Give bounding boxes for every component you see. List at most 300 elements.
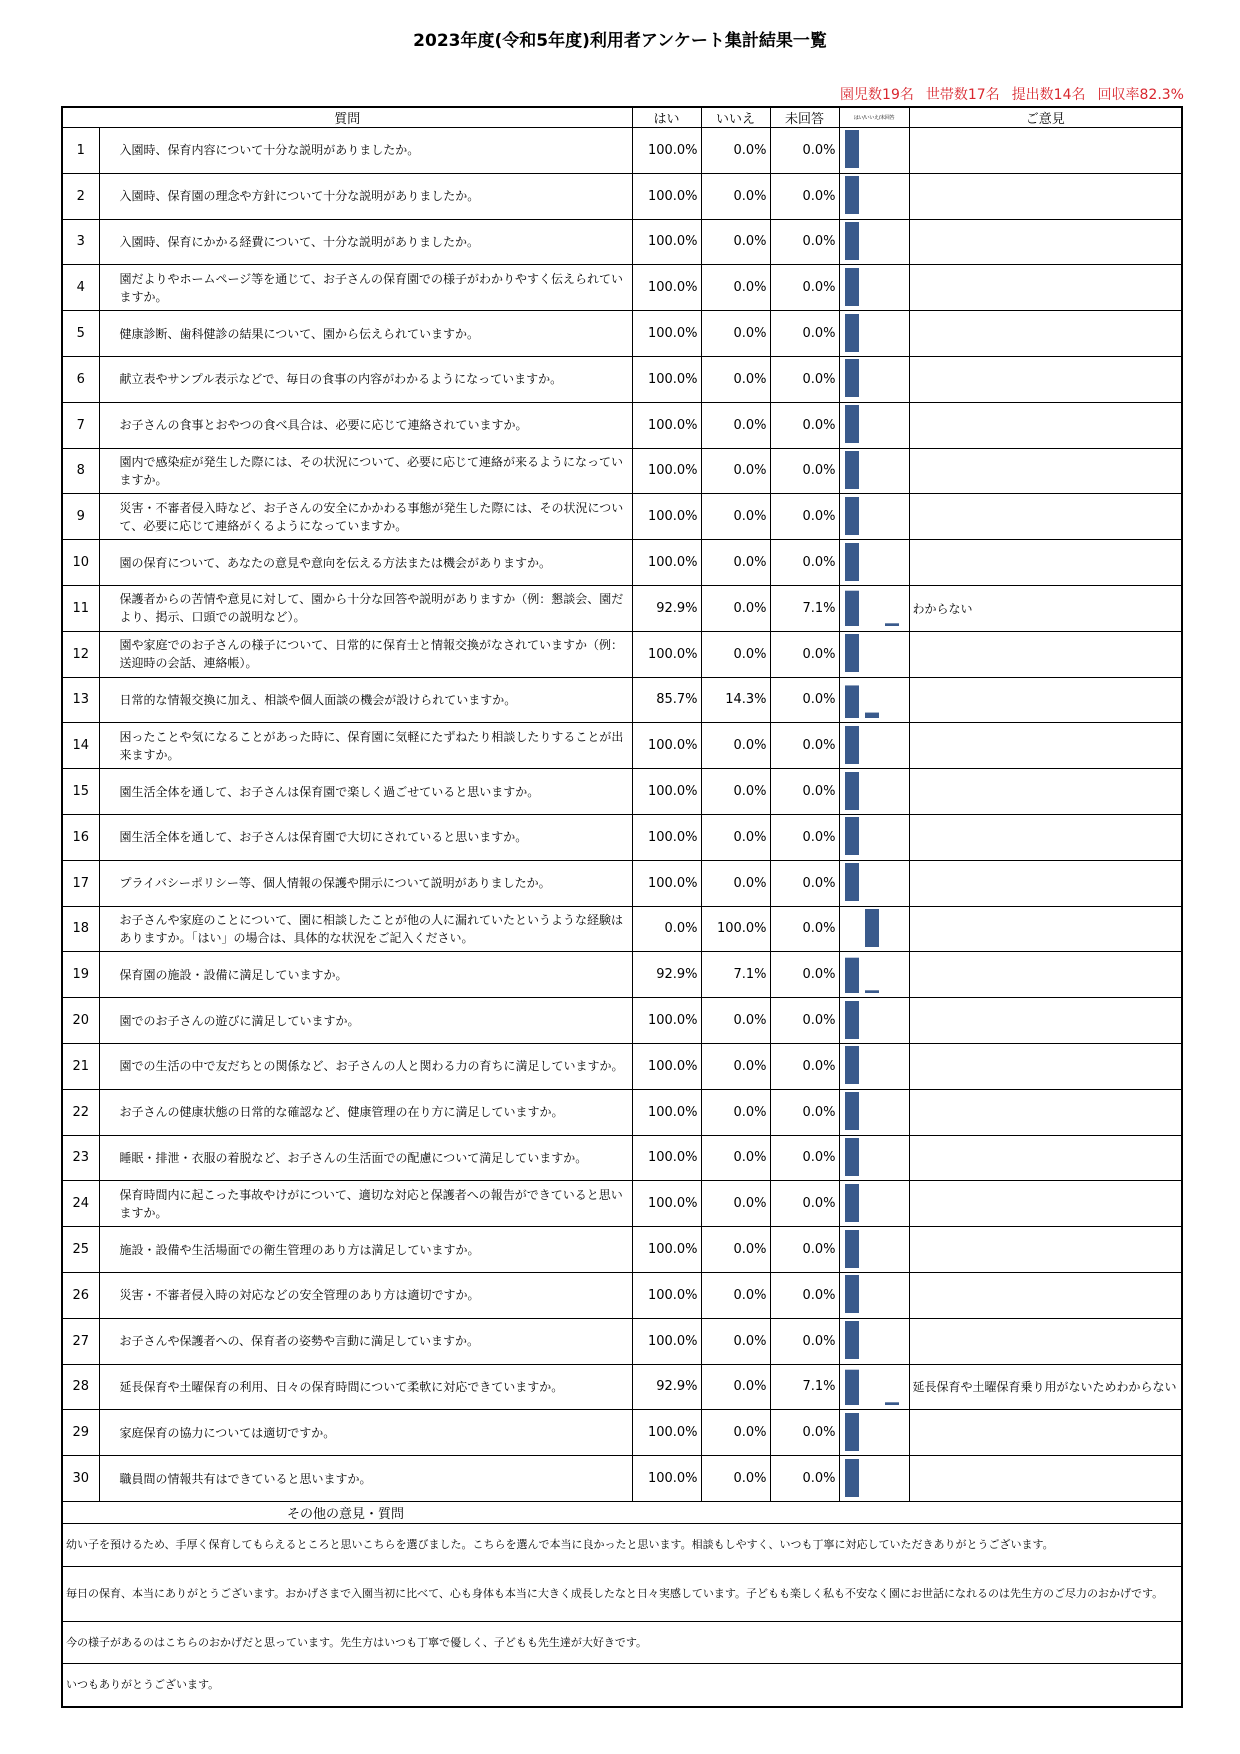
response-bar-chart (839, 494, 909, 540)
unanswered-percent: 7.1% (770, 585, 839, 631)
question-row (62, 1364, 1182, 1410)
question-number: 17 (62, 860, 99, 906)
comment-text: 毎日の保育、本当にありがとうございます。おかげさまで入園当初に比べて、心も身体も本当に大きく成長したなと日々実感しています。子どもも楽しく私も不安なく園にお世話になれるのは先生方のご尽力のおかげです。 (62, 1566, 1182, 1621)
header-no: いいえ (701, 107, 770, 128)
response-bar-svg (840, 907, 910, 951)
response-bar-svg (840, 953, 910, 997)
yes-percent: 85.7% (632, 677, 701, 723)
question-number: 5 (62, 311, 99, 357)
no-percent: 0.0% (701, 1043, 770, 1089)
response-bar-chart (839, 860, 909, 906)
yes-bar (845, 1092, 859, 1130)
question-text: 入園時、保育内容について十分な説明がありましたか。 (99, 128, 632, 174)
response-bar-chart (839, 814, 909, 860)
question-number: 16 (62, 814, 99, 860)
opinion-cell (909, 723, 1182, 769)
question-number: 22 (62, 1089, 99, 1135)
question-row (62, 1318, 1182, 1364)
response-bar-chart (839, 311, 909, 357)
no-percent: 0.0% (701, 173, 770, 219)
response-bar-svg (840, 999, 910, 1043)
yes-bar (845, 1001, 859, 1039)
question-number: 10 (62, 540, 99, 586)
question-row (62, 1181, 1182, 1227)
question-text: 日常的な情報交換に加え、相談や個人面談の機会が設けられていますか。 (99, 677, 632, 723)
response-bar-svg (840, 541, 910, 585)
question-text: 入園時、保育にかかる経費について、十分な説明がありましたか。 (99, 219, 632, 265)
yes-percent: 92.9% (632, 1364, 701, 1410)
response-bar-svg (840, 1044, 910, 1088)
yes-bar (845, 726, 859, 764)
opinion-cell (909, 906, 1182, 952)
response-bar-chart (839, 1410, 909, 1456)
question-number: 18 (62, 906, 99, 952)
unanswered-percent: 0.0% (770, 1135, 839, 1181)
question-text: 園内で感染症が発生した際には、その状況について、必要に応じて連絡が来るようになっていますか。 (99, 448, 632, 494)
opinion-cell (909, 998, 1182, 1044)
response-bar-chart (839, 677, 909, 723)
yes-percent: 100.0% (632, 998, 701, 1044)
question-number: 23 (62, 1135, 99, 1181)
question-row (62, 311, 1182, 357)
yes-bar (845, 405, 859, 443)
header-graph: はい/いいえ/未回答 (839, 107, 909, 128)
question-number: 20 (62, 998, 99, 1044)
question-text: 健康診断、歯科健診の結果について、園から伝えられていますか。 (99, 311, 632, 357)
stat-children: 園児数19名 (840, 87, 914, 103)
unanswered-percent: 0.0% (770, 1227, 839, 1273)
no-percent: 0.0% (701, 1181, 770, 1227)
question-text: 園での生活の中で友だちとの関係など、お子さんの人と関わる力の育ちに満足していますか。 (99, 1043, 632, 1089)
opinion-cell (909, 677, 1182, 723)
question-number: 21 (62, 1043, 99, 1089)
question-row (62, 540, 1182, 586)
response-bar-svg (840, 403, 910, 447)
yes-percent: 100.0% (632, 128, 701, 174)
question-text: 睡眠・排泄・衣服の着脱など、お子さんの生活面での配慮について満足していますか。 (99, 1135, 632, 1181)
response-bar-chart (839, 1135, 909, 1181)
unanswered-percent: 7.1% (770, 1364, 839, 1410)
question-text: 園だよりやホームページ等を通じて、お子さんの保育園での様子がわかりやすく伝えられていますか。 (99, 265, 632, 311)
opinion-cell: わからない (909, 585, 1182, 631)
response-bar-chart (839, 219, 909, 265)
opinion-cell (909, 219, 1182, 265)
comment-row (62, 1566, 1182, 1621)
yes-percent: 100.0% (632, 1227, 701, 1273)
yes-percent: 100.0% (632, 860, 701, 906)
response-bar-svg (840, 495, 910, 539)
question-number: 11 (62, 585, 99, 631)
response-bar-chart (839, 540, 909, 586)
response-bar-chart (839, 723, 909, 769)
response-bar-svg (840, 266, 910, 310)
no-percent: 0.0% (701, 1272, 770, 1318)
question-text: お子さんや保護者への、保育者の姿勢や言動に満足していますか。 (99, 1318, 632, 1364)
question-number: 14 (62, 723, 99, 769)
header-yes: はい (632, 107, 701, 128)
comment-row (62, 1663, 1182, 1707)
comment-row (62, 1523, 1182, 1566)
yes-percent: 100.0% (632, 356, 701, 402)
yes-percent: 100.0% (632, 402, 701, 448)
question-number: 7 (62, 402, 99, 448)
yes-bar (845, 451, 859, 489)
yes-bar (845, 1321, 859, 1359)
header-row (62, 107, 1182, 128)
response-bar-chart (839, 1089, 909, 1135)
yes-bar (845, 863, 859, 901)
question-row (62, 998, 1182, 1044)
no-percent: 0.0% (701, 1227, 770, 1273)
no-percent: 0.0% (701, 1364, 770, 1410)
yes-bar (845, 543, 859, 581)
question-text: 園生活全体を通して、お子さんは保育園で大切にされていると思いますか。 (99, 814, 632, 860)
yes-percent: 100.0% (632, 1043, 701, 1089)
yes-bar (845, 314, 859, 352)
question-row (62, 860, 1182, 906)
question-row (62, 219, 1182, 265)
question-row (62, 448, 1182, 494)
opinion-cell (909, 1135, 1182, 1181)
opinion-cell (909, 1410, 1182, 1456)
response-bar-svg (840, 770, 910, 814)
opinion-cell (909, 1272, 1182, 1318)
no-percent: 0.0% (701, 860, 770, 906)
opinion-cell (909, 1043, 1182, 1089)
response-bar-chart (839, 1272, 909, 1318)
stat-households: 世帯数17名 (925, 87, 1000, 103)
response-bar-svg (840, 1136, 910, 1180)
yes-bar (845, 1413, 859, 1451)
yes-bar (845, 359, 859, 397)
yes-percent: 100.0% (632, 723, 701, 769)
question-row (62, 173, 1182, 219)
opinion-cell: 延長保育や土曜保育乗り用がないためわからない (909, 1364, 1182, 1410)
header-none: 未回答 (770, 107, 839, 128)
question-text: 職員間の情報共有はできていると思いますか。 (99, 1456, 632, 1502)
yes-bar (845, 591, 859, 626)
no-percent: 0.0% (701, 1089, 770, 1135)
unanswered-percent: 0.0% (770, 128, 839, 174)
question-rows (62, 128, 1182, 1502)
no-percent: 0.0% (701, 1135, 770, 1181)
unanswered-bar (885, 624, 899, 627)
question-text: 延長保育や土曜保育の利用、日々の保育時間について柔軟に対応できていますか。 (99, 1364, 632, 1410)
no-percent: 0.0% (701, 1456, 770, 1502)
no-percent: 0.0% (701, 998, 770, 1044)
question-number: 6 (62, 356, 99, 402)
yes-bar (845, 634, 859, 672)
question-row (62, 1089, 1182, 1135)
question-number: 8 (62, 448, 99, 494)
yes-percent: 0.0% (632, 906, 701, 952)
response-stats (828, 84, 1184, 104)
unanswered-bar (885, 1402, 899, 1405)
yes-percent: 100.0% (632, 1410, 701, 1456)
question-row (62, 723, 1182, 769)
question-text: 保護者からの苦情や意見に対して、園から十分な回答や説明がありますか（例：懇談会、園だより、掲示、口頭での説明など）。 (99, 585, 632, 631)
unanswered-percent: 0.0% (770, 998, 839, 1044)
response-bar-svg (840, 861, 910, 905)
response-bar-svg (840, 128, 910, 172)
response-bar-svg (840, 1457, 910, 1501)
question-text: 園生活全体を通して、お子さんは保育園で楽しく過ごせていると思いますか。 (99, 769, 632, 815)
response-bar-chart (839, 631, 909, 677)
response-bar-svg (840, 1365, 910, 1409)
stat-rate: 回収率82.3% (1097, 87, 1184, 103)
question-row (62, 1043, 1182, 1089)
response-bar-chart (839, 402, 909, 448)
unanswered-percent: 0.0% (770, 494, 839, 540)
yes-bar (845, 957, 859, 992)
question-number: 24 (62, 1181, 99, 1227)
unanswered-percent: 0.0% (770, 448, 839, 494)
opinion-cell (909, 494, 1182, 540)
opinion-cell (909, 448, 1182, 494)
no-percent: 0.0% (701, 448, 770, 494)
survey-sheet (61, 106, 1181, 1708)
response-bar-chart (839, 128, 909, 174)
yes-percent: 100.0% (632, 265, 701, 311)
no-bar (865, 713, 879, 718)
comment-rows (62, 1523, 1182, 1707)
unanswered-percent: 0.0% (770, 631, 839, 677)
response-bar-svg (840, 1228, 910, 1272)
response-bar-chart (839, 1181, 909, 1227)
question-row (62, 1227, 1182, 1273)
question-row (62, 769, 1182, 815)
response-bar-svg (840, 586, 910, 630)
no-percent: 14.3% (701, 677, 770, 723)
yes-bar (845, 1138, 859, 1176)
no-percent: 0.0% (701, 128, 770, 174)
response-bar-chart (839, 1364, 909, 1410)
response-bar-svg (840, 449, 910, 493)
unanswered-percent: 0.0% (770, 540, 839, 586)
yes-bar (845, 1459, 859, 1497)
response-bar-chart (839, 998, 909, 1044)
yes-percent: 100.0% (632, 311, 701, 357)
question-number: 26 (62, 1272, 99, 1318)
response-bar-svg (840, 632, 910, 676)
yes-percent: 100.0% (632, 448, 701, 494)
opinion-cell (909, 952, 1182, 998)
unanswered-percent: 0.0% (770, 860, 839, 906)
question-number: 30 (62, 1456, 99, 1502)
yes-percent: 100.0% (632, 1135, 701, 1181)
opinion-cell (909, 128, 1182, 174)
response-bar-svg (840, 1411, 910, 1455)
unanswered-percent: 0.0% (770, 356, 839, 402)
unanswered-percent: 0.0% (770, 814, 839, 860)
question-row (62, 128, 1182, 174)
no-percent: 0.0% (701, 311, 770, 357)
response-bar-svg (840, 1182, 910, 1226)
comment-row (62, 1621, 1182, 1663)
comment-text: 幼い子を預けるため、手厚く保育してもらえるところと思いこちらを選びました。こちらを選んで本当に良かったと思います。相談もしやすく、いつも丁寧に対応していただきありがとうございます。 (62, 1523, 1182, 1566)
question-number: 2 (62, 173, 99, 219)
yes-bar (845, 222, 859, 260)
question-row (62, 1456, 1182, 1502)
yes-bar (845, 1230, 859, 1268)
opinion-cell (909, 1089, 1182, 1135)
question-row (62, 677, 1182, 723)
question-text: 災害・不審者侵入時など、お子さんの安全にかかわる事態が発生した際には、その状況について、必要に応じて連絡がくるようになっていますか。 (99, 494, 632, 540)
question-number: 25 (62, 1227, 99, 1273)
no-percent: 0.0% (701, 356, 770, 402)
question-row (62, 402, 1182, 448)
yes-percent: 100.0% (632, 631, 701, 677)
no-percent: 0.0% (701, 769, 770, 815)
question-row (62, 1410, 1182, 1456)
yes-bar (845, 130, 859, 168)
response-bar-svg (840, 1273, 910, 1317)
no-bar (865, 909, 879, 947)
response-bar-chart (839, 906, 909, 952)
response-bar-chart (839, 1227, 909, 1273)
question-number: 9 (62, 494, 99, 540)
no-percent: 7.1% (701, 952, 770, 998)
question-number: 27 (62, 1318, 99, 1364)
response-bar-chart (839, 952, 909, 998)
yes-bar (845, 1370, 859, 1405)
yes-percent: 100.0% (632, 1089, 701, 1135)
unanswered-percent: 0.0% (770, 265, 839, 311)
response-bar-chart (839, 585, 909, 631)
question-text: 園や家庭でのお子さんの様子について、日常的に保育士と情報交換がなされていますか（例：送迎時の会話、連絡帳）。 (99, 631, 632, 677)
question-row (62, 1272, 1182, 1318)
response-bar-chart (839, 173, 909, 219)
question-row (62, 494, 1182, 540)
unanswered-percent: 0.0% (770, 1410, 839, 1456)
unanswered-percent: 0.0% (770, 1043, 839, 1089)
question-text: お子さんや家庭のことについて、園に相談したことが他の人に漏れていたというような経験はありますか。「はい」の場合は、具体的な状況をご記入ください。 (99, 906, 632, 952)
question-text: 困ったことや気になることがあった時に、保育園に気軽にたずねたり相談したりすることが出来ますか。 (99, 723, 632, 769)
question-text: 施設・設備や生活場面での衛生管理のあり方は満足していますか。 (99, 1227, 632, 1273)
response-bar-chart (839, 265, 909, 311)
question-number: 28 (62, 1364, 99, 1410)
unanswered-percent: 0.0% (770, 1318, 839, 1364)
response-bar-svg (840, 1319, 910, 1363)
yes-percent: 100.0% (632, 1272, 701, 1318)
response-bar-chart (839, 769, 909, 815)
yes-percent: 100.0% (632, 494, 701, 540)
yes-bar (845, 268, 859, 306)
page-title: 2023年度(令和5年度)利用者アンケート集計結果一覧 (413, 31, 827, 51)
response-bar-svg (840, 174, 910, 218)
unanswered-percent: 0.0% (770, 311, 839, 357)
opinion-cell (909, 1456, 1182, 1502)
response-bar-svg (840, 678, 910, 722)
yes-bar (845, 1275, 859, 1313)
opinion-cell (909, 1318, 1182, 1364)
unanswered-percent: 0.0% (770, 952, 839, 998)
no-percent: 0.0% (701, 219, 770, 265)
response-bar-chart (839, 1043, 909, 1089)
unanswered-percent: 0.0% (770, 906, 839, 952)
unanswered-percent: 0.0% (770, 1272, 839, 1318)
comment-text: 今の様子があるのはこちらのおかげだと思っています。先生方はいつも丁寧で優しく、子どもも先生達が大好きです。 (62, 1621, 1182, 1663)
no-percent: 0.0% (701, 540, 770, 586)
header-question: 質問 (62, 107, 632, 128)
question-text: お子さんの健康状態の日常的な確認など、健康管理の在り方に満足していますか。 (99, 1089, 632, 1135)
unanswered-percent: 0.0% (770, 677, 839, 723)
question-row (62, 906, 1182, 952)
yes-percent: 100.0% (632, 219, 701, 265)
no-percent: 0.0% (701, 814, 770, 860)
no-percent: 0.0% (701, 402, 770, 448)
question-row (62, 814, 1182, 860)
question-number: 3 (62, 219, 99, 265)
opinion-cell (909, 356, 1182, 402)
unanswered-percent: 0.0% (770, 1089, 839, 1135)
question-text: 園でのお子さんの遊びに満足していますか。 (99, 998, 632, 1044)
yes-percent: 100.0% (632, 1318, 701, 1364)
yes-percent: 100.0% (632, 769, 701, 815)
response-bar-svg (840, 357, 910, 401)
yes-bar (845, 685, 859, 718)
yes-bar (845, 817, 859, 855)
unanswered-percent: 0.0% (770, 723, 839, 769)
yes-bar (845, 497, 859, 535)
no-percent: 0.0% (701, 265, 770, 311)
no-percent: 0.0% (701, 494, 770, 540)
response-bar-chart (839, 448, 909, 494)
no-percent: 0.0% (701, 631, 770, 677)
yes-bar (845, 772, 859, 810)
question-text: 保育園の施設・設備に満足していますか。 (99, 952, 632, 998)
yes-bar (845, 1046, 859, 1084)
question-text: 入園時、保育園の理念や方針について十分な説明がありましたか。 (99, 173, 632, 219)
question-row (62, 952, 1182, 998)
question-text: お子さんの食事とおやつの食べ具合は、必要に応じて連絡されていますか。 (99, 402, 632, 448)
opinion-cell (909, 265, 1182, 311)
other-opinions-label: その他の意見・質問 (62, 1501, 1182, 1523)
question-number: 4 (62, 265, 99, 311)
stat-submitted: 提出数14名 (1011, 87, 1086, 103)
opinion-cell (909, 814, 1182, 860)
question-number: 29 (62, 1410, 99, 1456)
no-percent: 0.0% (701, 1318, 770, 1364)
opinion-cell (909, 769, 1182, 815)
response-bar-chart (839, 356, 909, 402)
no-percent: 0.0% (701, 585, 770, 631)
other-opinions-header (62, 1501, 1182, 1523)
unanswered-percent: 0.0% (770, 402, 839, 448)
question-number: 12 (62, 631, 99, 677)
header-opinion: ご意見 (909, 107, 1182, 128)
question-row (62, 585, 1182, 631)
question-number: 13 (62, 677, 99, 723)
opinion-cell (909, 1227, 1182, 1273)
opinion-cell (909, 540, 1182, 586)
unanswered-percent: 0.0% (770, 769, 839, 815)
question-text: 家庭保育の協力については適切ですか。 (99, 1410, 632, 1456)
response-bar-chart (839, 1318, 909, 1364)
question-text: プライバシーポリシー等、個人情報の保護や開示について説明がありましたか。 (99, 860, 632, 906)
unanswered-percent: 0.0% (770, 1456, 839, 1502)
question-number: 15 (62, 769, 99, 815)
question-number: 19 (62, 952, 99, 998)
response-bar-svg (840, 1090, 910, 1134)
opinion-cell (909, 631, 1182, 677)
opinion-cell (909, 860, 1182, 906)
question-row (62, 356, 1182, 402)
unanswered-percent: 0.0% (770, 219, 839, 265)
yes-bar (845, 1184, 859, 1222)
response-bar-svg (840, 220, 910, 264)
yes-bar (845, 176, 859, 214)
